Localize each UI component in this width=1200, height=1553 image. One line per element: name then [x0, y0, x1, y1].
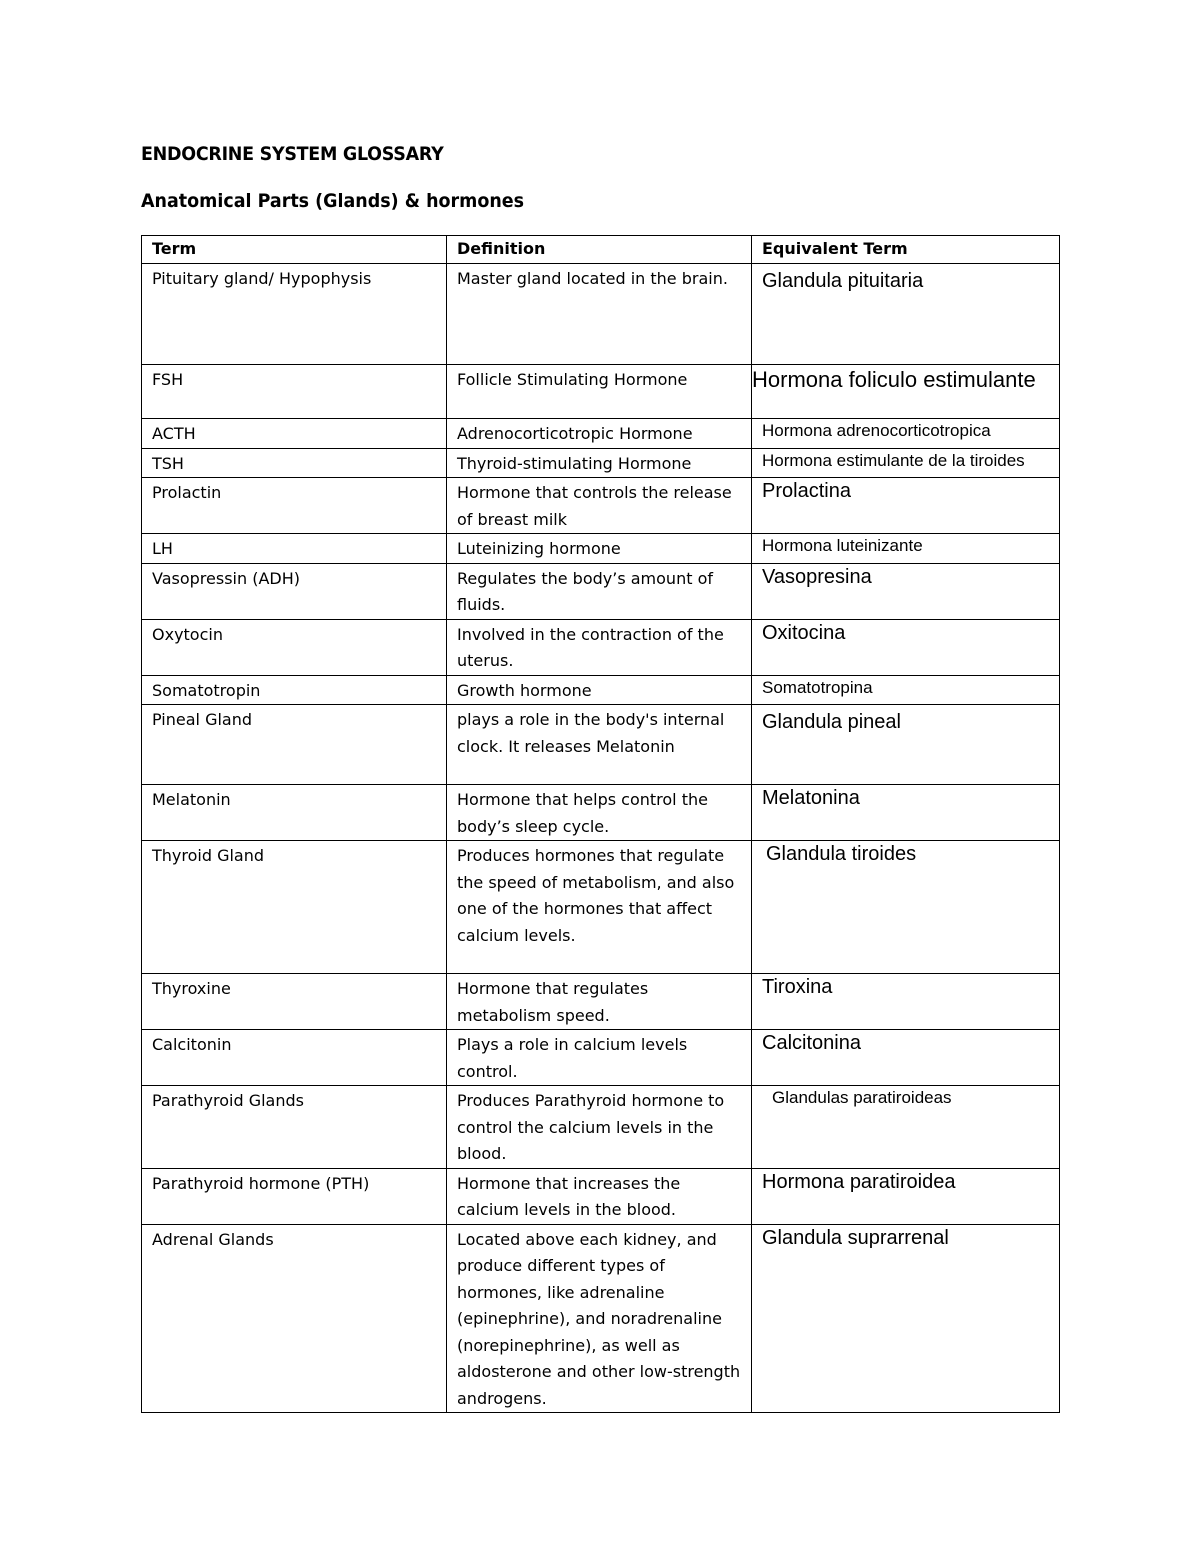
term-cell: FSH: [142, 365, 447, 419]
equivalent-cell: Glandula tiroides: [752, 841, 1060, 974]
definition-cell: Involved in the contraction of the uterus.: [447, 619, 752, 675]
equivalent-cell: Hormona luteinizante: [752, 534, 1060, 564]
definition-cell: Plays a role in calcium levels control.: [447, 1030, 752, 1086]
term-cell: Calcitonin: [142, 1030, 447, 1086]
table-row: [142, 675, 1060, 705]
definition-cell: Thyroid-stimulating Hormone: [447, 448, 752, 478]
equivalent-cell: Tiroxina: [752, 974, 1060, 1030]
header-definition: Definition: [447, 236, 752, 264]
term-cell: Thyroid Gland: [142, 841, 447, 974]
equivalent-cell: Hormona foliculo estimulante: [752, 365, 1060, 419]
term-cell: Parathyroid hormone (PTH): [142, 1168, 447, 1224]
equivalent-cell: Hormona adrenocorticotropica: [752, 419, 1060, 449]
definition-cell: Produces Parathyroid hormone to control the calcium levels in the blood.: [447, 1086, 752, 1169]
equivalent-cell: Hormona paratiroidea: [752, 1168, 1060, 1224]
term-cell: ACTH: [142, 419, 447, 449]
definition-cell: Regulates the body’s amount of fluids.: [447, 563, 752, 619]
table-row: [142, 419, 1060, 449]
definition-cell: Hormone that helps control the body’s sleep cycle.: [447, 785, 752, 841]
definition-cell: plays a role in the body's internal clock. It releases Melatonin: [447, 705, 752, 785]
equivalent-cell: Somatotropina: [752, 675, 1060, 705]
equivalent-cell: Melatonina: [752, 785, 1060, 841]
term-cell: Adrenal Glands: [142, 1224, 447, 1413]
definition-cell: Hormone that regulates metabolism speed.: [447, 974, 752, 1030]
table-row: [142, 1030, 1060, 1086]
term-cell: Melatonin: [142, 785, 447, 841]
term-cell: LH: [142, 534, 447, 564]
table-row: [142, 974, 1060, 1030]
table-row: [142, 448, 1060, 478]
term-cell: Oxytocin: [142, 619, 447, 675]
equivalent-cell: Vasopresina: [752, 563, 1060, 619]
equivalent-cell: Prolactina: [752, 478, 1060, 534]
glossary-table: [141, 235, 1060, 1413]
term-cell: TSH: [142, 448, 447, 478]
table-row: [142, 785, 1060, 841]
table-row: [142, 563, 1060, 619]
term-cell: Somatotropin: [142, 675, 447, 705]
definition-cell: Hormone that controls the release of breast milk: [447, 478, 752, 534]
term-cell: Pituitary gland/ Hypophysis: [142, 264, 447, 365]
table-row: [142, 1086, 1060, 1169]
definition-cell: Growth hormone: [447, 675, 752, 705]
definition-cell: Master gland located in the brain.: [447, 264, 752, 365]
table-row: [142, 365, 1060, 419]
table-row: [142, 264, 1060, 365]
equivalent-cell: Calcitonina: [752, 1030, 1060, 1086]
equivalent-cell: Glandula pituitaria: [752, 264, 1060, 365]
table-row: [142, 478, 1060, 534]
definition-cell: Luteinizing hormone: [447, 534, 752, 564]
definition-cell: Produces hormones that regulate the speed of metabolism, and also one of the hormones that affect calcium levels.: [447, 841, 752, 974]
term-cell: Parathyroid Glands: [142, 1086, 447, 1169]
table-row: [142, 619, 1060, 675]
term-cell: Pineal Gland: [142, 705, 447, 785]
definition-cell: Located above each kidney, and produce different types of hormones, like adrenaline (epinephrine), and noradrenaline (norepinephrine), as well as aldosterone and other low-strength androgens.: [447, 1224, 752, 1413]
equivalent-cell: Oxitocina: [752, 619, 1060, 675]
section-heading: Anatomical Parts (Glands) & hormones: [141, 190, 525, 212]
table-header-row: [142, 236, 1060, 264]
table-row: [142, 841, 1060, 974]
definition-cell: Hormone that increases the calcium levels in the blood.: [447, 1168, 752, 1224]
table-row: [142, 705, 1060, 785]
term-cell: Prolactin: [142, 478, 447, 534]
equivalent-cell: Glandula pineal: [752, 705, 1060, 785]
header-term: Term: [142, 236, 447, 264]
definition-cell: Adrenocorticotropic Hormone: [447, 419, 752, 449]
header-equivalent-term: Equivalent Term: [752, 236, 1060, 264]
term-cell: Vasopressin (ADH): [142, 563, 447, 619]
table-row: [142, 1224, 1060, 1413]
table-row: [142, 534, 1060, 564]
definition-cell: Follicle Stimulating Hormone: [447, 365, 752, 419]
term-cell: Thyroxine: [142, 974, 447, 1030]
table-row: [142, 1168, 1060, 1224]
equivalent-cell: Hormona estimulante de la tiroides: [752, 448, 1060, 478]
equivalent-cell: Glandulas paratiroideas: [752, 1086, 1060, 1169]
document-title: ENDOCRINE SYSTEM GLOSSARY: [141, 143, 444, 165]
equivalent-cell: Glandula suprarrenal: [752, 1224, 1060, 1413]
